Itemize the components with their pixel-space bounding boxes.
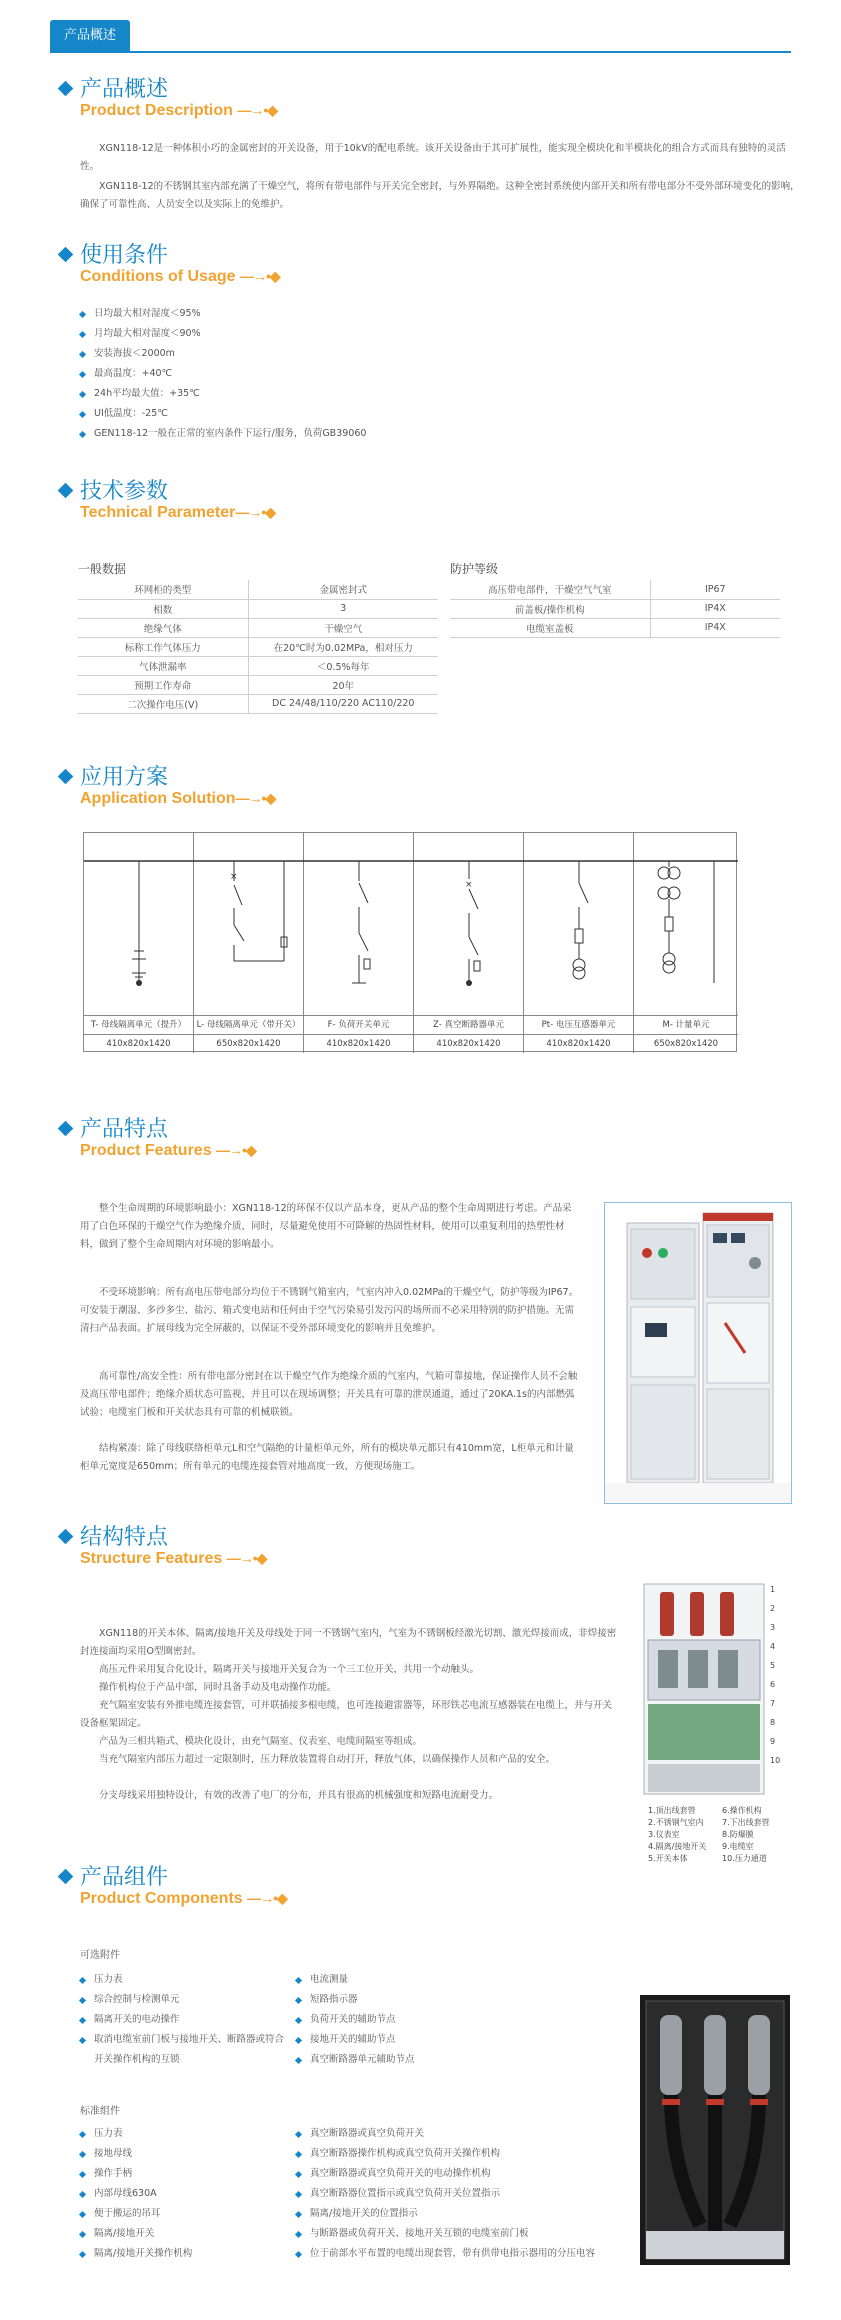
- protection-table: [450, 580, 780, 638]
- svg-text:×: ×: [230, 872, 238, 882]
- unit-pt-column: [524, 833, 634, 1053]
- section-title-cn: 技术参数: [80, 479, 169, 504]
- list-item: 接地开关的辅助节点: [292, 2030, 415, 2050]
- unit-f-column: [304, 833, 414, 1053]
- unit-label: Pt- 电压互感器单元: [524, 1015, 633, 1034]
- unit-pt-schematic: [524, 833, 634, 1015]
- table-row: 标称工作气体压力 在20℃时为0.02MPa，相对压力: [78, 637, 438, 656]
- unit-z-column: [414, 833, 524, 1053]
- table-row: 预期工作寿命 20年: [78, 675, 438, 694]
- section-title-cn: 使用条件: [80, 243, 169, 268]
- list-item: 操作手柄: [76, 2164, 192, 2184]
- list-item: 隔离/接地开关操作机构: [76, 2244, 192, 2264]
- tab-bar: [0, 0, 841, 60]
- section-title-en: Product Description —→•◆: [80, 102, 278, 119]
- unit-size: 650x820x1420: [194, 1034, 303, 1053]
- unit-label: L- 母线隔离单元（带开关）: [194, 1015, 303, 1034]
- unit-size: 410x820x1420: [414, 1034, 523, 1053]
- structure-paragraph-4: 充气隔室安装有外推电缆连接套管，可并联插接多根电缆，也可连接避雷器等，环形铁芯电流互感器装在电缆上，并与开关设备框架固定。: [80, 1700, 613, 1729]
- callout-numbers: 1 2 3 4 5 6 7 8 9 10: [770, 1585, 781, 1765]
- unit-l-schematic: [194, 833, 304, 1015]
- unit-label: T- 母线隔离单元（提升）: [84, 1015, 193, 1034]
- structure-paragraph-3: 操作机构位于产品中部，同时具备手动及电动操作功能。: [99, 1682, 337, 1693]
- structure-cutaway-photo: [640, 1580, 800, 1800]
- unit-t-schematic: [84, 833, 194, 1015]
- conditions-list: [76, 304, 366, 444]
- arrow-icon: —→•◆: [247, 1890, 287, 1906]
- cutaway-legend: 1.顶出线套管 6.操作机构 2.不锈钢气室内 7.下出线套管 3.仪表室 8.防爆膜 4.隔离/接地开关 9.电缆室 5.开关本体 10.压力通道: [648, 1806, 770, 1863]
- description-paragraph-1: XGN118-12是一种体积小巧的金属密封的开关设备，用于10kV的配电系统。该开关设备由于其可扩展性，能实现全模块化和半模块化的组合方式而具有独特的灵活性。: [80, 143, 786, 172]
- table-row: 前盖板/操作机构 IP4X: [450, 599, 780, 618]
- section-title-en: Application Solution—→•◆: [80, 790, 276, 807]
- list-item: 压力表: [76, 2124, 192, 2144]
- list-item: 取消电缆室前门板与接地开关、断路器或符合开关操作机构的互锁: [76, 2030, 286, 2070]
- list-item: 真空断路器位置指示或真空负荷开关位置指示: [292, 2184, 595, 2204]
- unit-m-column: [634, 833, 738, 1053]
- list-item: 短路指示器: [292, 1990, 415, 2010]
- diamond-icon: [58, 769, 74, 785]
- unit-m-schematic: [634, 833, 738, 1015]
- section-title-en: Structure Features —→•◆: [80, 1550, 267, 1567]
- table-row: 电缆室盖板 IP4X: [450, 618, 780, 637]
- arrow-icon: —→•◆: [226, 1550, 267, 1566]
- table-row: 气体泄漏率 ＜0.5%每年: [78, 656, 438, 675]
- tab-underline: [50, 51, 791, 53]
- table-row: 绝缘气体 干燥空气: [78, 618, 438, 637]
- svg-text:×: ×: [465, 880, 473, 890]
- arrow-icon: —→•◆: [240, 268, 280, 284]
- table-row: 高压带电部件，干燥空气气室 IP67: [450, 580, 780, 599]
- unit-size: 410x820x1420: [84, 1034, 193, 1053]
- list-item: 隔离/接地开关的位置指示: [292, 2204, 595, 2224]
- arrow-icon: —→•◆: [235, 504, 276, 520]
- section-title-en: Technical Parameter—→•◆: [80, 504, 276, 521]
- general-data-table: [78, 580, 438, 714]
- diamond-icon: [58, 1869, 74, 1885]
- diamond-icon: [58, 81, 74, 97]
- table-row: 相数 3: [78, 599, 438, 618]
- section-title-cn: 产品概述: [80, 77, 169, 102]
- general-data-caption: 一般数据: [78, 562, 127, 576]
- list-item: 24h平均最大值：+35℃: [76, 384, 366, 404]
- cable-compartment-image: [640, 1995, 790, 2265]
- section-title-cn: 产品特点: [80, 1117, 169, 1142]
- list-item: 便于搬运的吊耳: [76, 2204, 192, 2224]
- structure-paragraph-6: 当充气隔室内部压力超过一定限制时，压力释放装置将自动打开，释放气体，以确保操作人员和产品的安全。: [99, 1754, 556, 1765]
- features-paragraph-1: 整个生命周期的环境影响最小：XGN118-12的环保不仅以产品本身，更从产品的整个生命周期进行考虑。产品采用了白色环保的干燥空气作为绝缘介质，同时，尽量避免使用不可降解的热固性材料，使用可以重复利用的热塑性材料，做到了整个生命周期内对环境的影响最小。: [80, 1203, 572, 1250]
- list-item: 日均最大相对湿度＜95%: [76, 304, 366, 324]
- list-item: 与断路器或负荷开关、接地开关互锁的电缆室前门板: [292, 2224, 595, 2244]
- protection-caption: 防护等级: [450, 562, 499, 576]
- list-item: 隔离/接地开关: [76, 2224, 192, 2244]
- unit-size: 650x820x1420: [634, 1034, 738, 1053]
- list-item: 月均最大相对湿度＜90%: [76, 324, 366, 344]
- components-photo: [640, 1995, 790, 2265]
- arrow-icon: —→•◆: [237, 102, 278, 118]
- features-paragraph-3: 高可靠性/高安全性：所有带电部分密封在以干燥空气作为绝缘介质的气室内，气箱可靠接地，保证操作人员不会触及高压带电部件；绝缘介质状态可监视，并且可以在现场调整；开关具有可靠的泄误通道，通过了20KA.1s的内部燃弧试验；电缆室门板和开关状态具有可靠的机械联锁。: [80, 1371, 578, 1418]
- list-item: 接地母线: [76, 2144, 192, 2164]
- application-single-line-diagram: [83, 832, 737, 1052]
- diamond-icon: [58, 1121, 74, 1137]
- tab-product-overview[interactable]: 产品概述: [50, 20, 130, 52]
- description-paragraph-2: XGN118-12的不锈钢其室内部充满了干燥空气，将所有带电部件与开关完全密封，与外界隔绝。这种全密封系统使内部开关和所有带电部分不受外部环境变化的影响，确保了可靠性高、人员安全以及实际上的免维护。: [80, 181, 800, 210]
- section-title-cn: 结构特点: [80, 1525, 169, 1550]
- list-item: 内部母线630A: [76, 2184, 192, 2204]
- unit-f-schematic: [304, 833, 414, 1015]
- switchgear-product-photo: [604, 1202, 792, 1504]
- switchgear-cabinet-image: [605, 1203, 791, 1503]
- standard-right-list: [292, 2124, 595, 2264]
- list-item: 位于前部水平布置的电缆出现套管，带有供带电指示器用的分压电容: [292, 2244, 595, 2264]
- list-item: 最高温度：+40℃: [76, 364, 366, 384]
- list-item: 压力表: [76, 1970, 296, 1990]
- structure-paragraph-2: 高压元件采用复合化设计，隔离开关与接地开关复合为一个三工位开关，共用一个动触头。: [99, 1664, 480, 1675]
- diamond-icon: [58, 483, 74, 499]
- structure-paragraph-1: XGN118的开关本体、隔离/接地开关及母线处于同一不锈钢气室内，气室为不锈钢板经激光切割、激光焊接而成，非焊接密封连接面均采用O型圈密封。: [80, 1628, 617, 1657]
- unit-size: 410x820x1420: [524, 1034, 633, 1053]
- section-title-en: Product Components —→•◆: [80, 1890, 287, 1907]
- list-item: 综合控制与检测单元: [76, 1990, 296, 2010]
- list-item: 负荷开关的辅助节点: [292, 2010, 415, 2030]
- section-title-en: Conditions of Usage —→•◆: [80, 268, 280, 285]
- list-item: 真空断路器或真空负荷开关: [292, 2124, 595, 2144]
- features-paragraph-4: 结构紧凑：除了母线联络柜单元L和空气隔绝的计量柜单元外，所有的模块单元都只有410mm宽，L柜单元和计量柜单元宽度是650mm；所有单元的电缆连接套管对地高度一致，方便现场施工。: [80, 1443, 574, 1472]
- unit-t-column: [84, 833, 194, 1053]
- list-item: 真空断路器或真空负荷开关的电动操作机构: [292, 2164, 595, 2184]
- list-item: GEN118-12一般在正常的室内条件下运行/服务，负荷GB39060: [76, 424, 366, 444]
- optional-left-list: [76, 1970, 296, 2070]
- unit-label: M- 计量单元: [634, 1015, 738, 1034]
- unit-label: Z- 真空断路器单元: [414, 1015, 523, 1034]
- table-row: 二次操作电压(V) DC 24/48/110/220 AC110/220: [78, 694, 438, 713]
- unit-size: 410x820x1420: [304, 1034, 413, 1053]
- table-row: 环网柜的类型 金属密封式: [78, 580, 438, 599]
- optional-accessories-caption: 可选附件: [80, 1950, 120, 1961]
- optional-right-list: [292, 1970, 415, 2070]
- list-item: 安装海拔＜2000m: [76, 344, 366, 364]
- list-item: UI低温度：-25℃: [76, 404, 366, 424]
- list-item: 隔离开关的电动操作: [76, 2010, 296, 2030]
- list-item: 电流测量: [292, 1970, 415, 1990]
- structure-paragraph-5: 产品为三相共箱式、模块化设计，由充气隔室、仪表室、电缆间隔室等组成。: [99, 1736, 423, 1747]
- unit-l-column: [194, 833, 304, 1053]
- section-title-cn: 应用方案: [80, 765, 169, 790]
- standard-left-list: [76, 2124, 192, 2264]
- list-item: 真空断路器单元辅助节点: [292, 2050, 415, 2070]
- unit-z-schematic: [414, 833, 524, 1015]
- diamond-icon: [58, 1529, 74, 1545]
- diamond-icon: [58, 247, 74, 263]
- section-title-cn: 产品组件: [80, 1865, 169, 1890]
- arrow-icon: —→•◆: [216, 1142, 256, 1158]
- structure-paragraph-7: 分支母线采用独特设计，有效的改善了电厂的分布，并具有很高的机械强度和短路电流耐受力。: [99, 1790, 499, 1801]
- features-paragraph-2: 不受环境影响：所有高电压带电部分均位于不锈钢气箱室内，气室内冲入0.02MPa的干燥空气，防护等级为IP67。可安装于潮湿、多沙多尘、盐污、箱式变电站和任何由于空气污染易引发污闪的场所而不必采用特别的防护措施。无需清扫产品表面。扩展母线为完全屏蔽的，以保证不受外部环境变化的影响并且免维护。: [80, 1287, 579, 1334]
- unit-label: F- 负荷开关单元: [304, 1015, 413, 1034]
- list-item: 真空断路器操作机构或真空负荷开关操作机构: [292, 2144, 595, 2164]
- standard-components-caption: 标准组件: [80, 2106, 120, 2117]
- arrow-icon: —→•◆: [235, 790, 276, 806]
- section-title-en: Product Features —→•◆: [80, 1142, 256, 1159]
